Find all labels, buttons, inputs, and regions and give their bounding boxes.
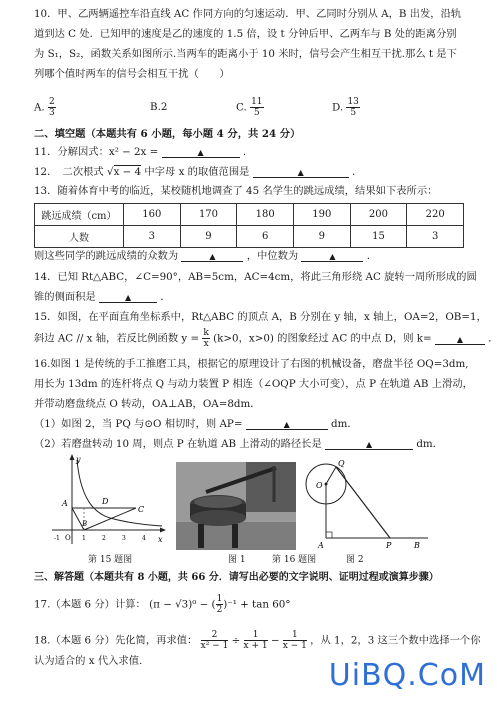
q15-line1: 15．如图，在平面直角坐标系中，Rt△ABC 的顶点 A，B 分别在 y 轴，x 轴上，OA=2，OB=1， [34, 311, 487, 323]
table-cell: 220 [407, 204, 464, 226]
table-cell: 9 [293, 226, 350, 248]
q11-answer-blank[interactable]: ▲ [162, 146, 240, 158]
fig15-tick: 4 [142, 535, 146, 542]
table-cell: 170 [180, 204, 237, 226]
q18-line1: 18.（本题 6 分）先化简，再求值： $\frac{2}{\text{x² − 1}}$ ÷ $\frac{1}{x + 1}$ − $\frac{1}{x - 1}$ ，从 1，2，3 这三个数中选择一个你 [34, 630, 481, 651]
q13-mode-blank[interactable]: ▲ [181, 250, 243, 262]
q10-line3: 为 S₁，S₂，函数关系如图所示.当两车的距离小于 10 米时，信号会产生相互干扰.那么 t 是下 [34, 48, 457, 60]
q14-answer-blank[interactable]: ▲ [99, 291, 157, 303]
q12-answer-blank[interactable]: ▲ [253, 166, 349, 178]
table-row [35, 226, 464, 248]
q14-line2: 锥的侧面积是 ▲ ． [34, 291, 171, 303]
fig15-graph [50, 452, 168, 548]
fig1-mill-photo [176, 462, 296, 550]
fig15-label-y: y [76, 455, 81, 464]
q16-sub2: （2）若磨盘转动 10 周，则点 P 在轨道 AB 上滑动的路径长是 ▲ dm． [34, 438, 443, 450]
q18-line2: 认为适合的 x 代入求值. [34, 655, 143, 667]
fig2-label-a: A [318, 541, 324, 550]
table-cell: 200 [350, 204, 407, 226]
fig2-label-p: P [386, 541, 392, 550]
fig15-label-a: A [62, 499, 68, 508]
q16-line2: 用长为 13dm 的连杆将点 Q 与动力装置 P 相连（∠OQP 大小可变），点 P 在轨道 AB 上滑动， [34, 378, 473, 390]
fig15-label-o: O [65, 534, 71, 542]
q13-median-blank[interactable]: ▲ [301, 250, 363, 262]
q16-line1: 16.如图 1 是传统的手工推磨工具，根据它的原理设计了右图的机械设备，磨盘半径 OQ=3dm, [34, 358, 469, 370]
fig2-geometry [298, 458, 434, 550]
caption-fig16: 第 16 题图 [272, 555, 317, 565]
q13-intro: 13．随着体育中考的临近，某校随机地调查了 45 名学生的跳远成绩，结果如下表所示： [34, 185, 438, 197]
q11: 11．分解因式：x² − 2x = ▲ . [34, 146, 247, 158]
q16-line3: 并带动磨盘绕点 O 转动，OA⊥AB，OA=8dm． [34, 398, 261, 410]
table-cell: 15 [350, 226, 407, 248]
fig15-label-d: D [102, 497, 109, 506]
fig2-label-o: O [316, 481, 323, 490]
q17: 17.（本题 6 分）计算： (π − √3)⁰ − ( $\frac{1}{2}$ )⁻¹ + tan 60° [34, 594, 291, 615]
q10-option-d: D. $\frac{13}{5}$ [332, 97, 359, 118]
q16-sub1: （1）如图 2，当 PQ 与⊙O 相切时，则 AP= ▲ dm． [34, 418, 358, 430]
q10-option-b: B.2 [150, 101, 168, 113]
site-watermark: UiBQ.CoM [328, 658, 486, 693]
fig15-tick: 1 [82, 535, 86, 542]
fig15-label-x: x [158, 535, 163, 544]
table-cell: 160 [124, 204, 181, 226]
q15-answer-blank[interactable]: ▲ [435, 333, 485, 345]
fig15-label-c: C [138, 505, 145, 514]
caption-fig1: 图 1 [228, 555, 246, 565]
q10-line2: 道到达 C 处．已知甲的速度是乙的速度的 1.5 倍，设 t 分钟后甲、乙两车与 B 处的距离分别 [34, 28, 457, 40]
mill-illustration [176, 462, 296, 550]
table-row [35, 204, 464, 226]
section3-heading: 三、解答题（本题共有 8 小题，共 66 分．请写出必要的文字说明、证明过程或演算步骤） [34, 572, 439, 583]
table-cell: 6 [237, 226, 294, 248]
fig15-label-b: B [82, 520, 88, 528]
table-cell: 9 [180, 226, 237, 248]
table-header-score: 跳远成绩（cm） [35, 204, 124, 226]
fig15-tick: 2 [102, 535, 106, 542]
q15-line2: 斜边 AC // x 轴，若反比例函数 y = $\frac{k}{x}$ (k>0，x>0) 的图象经过 AC 的中点 D，则 k= ▲ ． [34, 328, 499, 349]
q10-line4: 列哪个值时两车的信号会相互干扰（ ） [34, 68, 230, 80]
table-header-count: 人数 [35, 226, 124, 248]
fig2-label-b: B [414, 541, 420, 550]
fig15-tick: 3 [122, 535, 126, 542]
caption-fig2: 图 2 [346, 555, 364, 565]
table-cell: 3 [124, 226, 181, 248]
jump-score-table [34, 203, 464, 248]
q16-ap-blank[interactable]: ▲ [246, 418, 328, 430]
fig2-label-q: Q [338, 459, 345, 468]
caption-fig15: 第 15 题图 [88, 555, 133, 565]
q14-line1: 14．已知 Rt△ABC，∠C=90°，AB=5cm，AC=4cm，将此三角形绕 AC 旋转一周所形成的圆 [34, 271, 477, 283]
q13-question: 则这些同学的跳远成绩的众数为 ▲ ，中位数为 ▲ ． [34, 250, 378, 262]
q12: 12． 二次根式 √x − 4 中字母 x 的取值范围是 ▲ . [34, 166, 356, 178]
q10-option-a: A. $\frac{2}{3}$ [34, 97, 55, 118]
table-cell: 3 [407, 226, 464, 248]
q10-line1: 10．甲、乙两辆遥控车沿直线 AC 作同方向的匀速运动．甲、乙同时分别从 A，B 出发，沿轨 [34, 8, 462, 20]
q10-option-c: C. $\frac{11}{5}$ [236, 97, 263, 118]
fig15-tick: -1 [54, 535, 60, 542]
table-cell: 190 [293, 204, 350, 226]
q16-path-blank[interactable]: ▲ [325, 438, 413, 450]
section2-heading: 二、填空题（本题共有 6 小题，每小题 4 分，共 24 分） [34, 128, 301, 140]
table-cell: 180 [237, 204, 294, 226]
